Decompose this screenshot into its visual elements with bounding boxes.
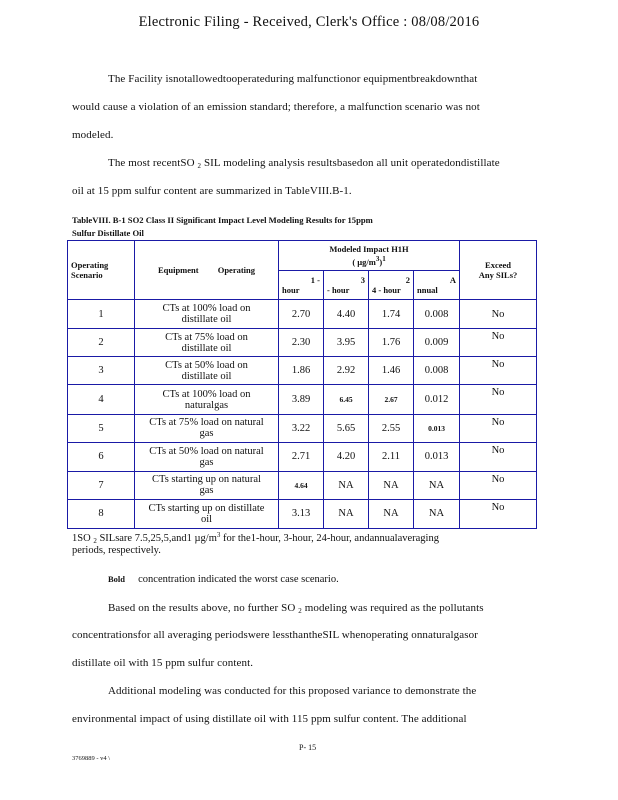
cell-3-hour: 6.45 xyxy=(324,385,369,414)
header-annual xyxy=(414,271,460,300)
paragraph-3-line-2: concentrationsfor all averaging periodswere lessthantheSIL whenoperating onnaturalgasor xyxy=(72,629,478,641)
paragraph-2-line-2: oil at 15 ppm sulfur content are summarized in TableVIII.B-1. xyxy=(72,185,352,197)
equipment-line-1: CTs at 100% load on xyxy=(162,303,251,315)
equipment-line-2: naturalgas xyxy=(184,399,229,411)
cell-equipment xyxy=(135,442,279,471)
table-row xyxy=(68,471,537,499)
equipment-line-2: distillate oil xyxy=(181,314,232,326)
cell-3-hour: 3.95 xyxy=(324,329,369,357)
header-equipment: Equipment xyxy=(157,265,199,276)
header-24-hour xyxy=(369,271,414,300)
text-run: for the1-hour, 3-hour, 24-hour, andannualaveraging xyxy=(223,533,439,544)
cell-equipment xyxy=(135,300,279,329)
table-caption-line-2: Sulfur Distillate Oil xyxy=(72,228,144,238)
equipment-line-1: CTs at 50% load on xyxy=(165,359,248,371)
unit-close: ) xyxy=(379,257,383,268)
cell-exceed: No xyxy=(460,414,537,442)
cell-24-hour: 1.76 xyxy=(369,329,414,357)
paragraph-1-line-1: The Facility isnotallowedtooperateduring malfunctionor equipmentbreakdownthat xyxy=(108,73,478,85)
cell-3-hour: 5.65 xyxy=(324,414,369,442)
text-run: SIL modeling analysis resultsbasedon all unit operatedondistillate xyxy=(203,157,500,169)
cell-exceed: No xyxy=(460,357,537,385)
header-annual-b: nnual xyxy=(417,285,438,296)
cell-annual: 0.012 xyxy=(414,385,460,414)
text-run: 1SO xyxy=(72,533,91,544)
header-3-hour-b: - hour xyxy=(327,285,350,296)
footnote-line-1 xyxy=(72,531,439,545)
cell-annual: 0.013 xyxy=(414,442,460,471)
cell-1-hour: 4.64 xyxy=(279,471,324,499)
equipment-line-2: oil xyxy=(200,513,213,525)
cell-equipment xyxy=(135,329,279,357)
cell-scenario: 8 xyxy=(68,499,135,528)
cell-3-hour: NA xyxy=(324,471,369,499)
cell-annual: 0.008 xyxy=(414,357,460,385)
cell-3-hour: 2.92 xyxy=(324,357,369,385)
header-modeled-impact xyxy=(279,241,460,271)
header-exceed-sils xyxy=(460,241,537,300)
table-caption-line-1: TableVIII. B-1 SO2 Class II Significant Impact Level Modeling Results for 15ppm xyxy=(72,215,373,225)
equipment-line-1: CTs at 100% load on xyxy=(162,388,251,400)
header-any-sils: Any SILs? xyxy=(478,270,518,281)
paragraph-3-line-1 xyxy=(108,602,484,615)
equipment-line-2: gas xyxy=(199,428,214,440)
cell-equipment xyxy=(135,385,279,414)
header-24-hour-b: 4 - hour xyxy=(372,285,401,296)
document-id: 3769889 - v4 \ xyxy=(72,755,111,762)
cell-exceed: No xyxy=(460,499,537,528)
unit-superscript: 3 xyxy=(375,255,380,264)
cell-1-hour: 3.89 xyxy=(279,385,324,414)
equipment-line-2: gas xyxy=(199,485,214,497)
cell-3-hour: 4.20 xyxy=(324,442,369,471)
cell-1-hour: 3.13 xyxy=(279,499,324,528)
table-row xyxy=(68,414,537,442)
cell-exceed: No xyxy=(460,442,537,471)
header-operating: Operating xyxy=(217,265,256,276)
cell-24-hour: NA xyxy=(369,471,414,499)
cell-1-hour: 1.86 xyxy=(279,357,324,385)
table-row xyxy=(68,300,537,329)
cell-1-hour: 2.71 xyxy=(279,442,324,471)
cell-24-hour: NA xyxy=(369,499,414,528)
page-number: P- 15 xyxy=(299,743,317,752)
equipment-line-1: CTs starting up on distillate xyxy=(148,502,265,514)
header-1-hour-a: 1 - xyxy=(310,275,320,286)
paragraph-4-line-1: Additional modeling was conducted for this proposed variance to demonstrate the xyxy=(108,685,477,697)
header-3-hour xyxy=(324,271,369,300)
subscript: 2 xyxy=(93,537,97,545)
cell-3-hour: NA xyxy=(324,499,369,528)
text-run: The most recentSO xyxy=(108,157,195,169)
paragraph-2-line-1 xyxy=(108,157,500,170)
equipment-line-2: distillate oil xyxy=(181,370,232,382)
table-row xyxy=(68,385,537,414)
cell-24-hour: 1.46 xyxy=(369,357,414,385)
header-1-hour-b: hour xyxy=(282,285,300,296)
header-modeled-title: Modeled Impact H1H xyxy=(329,244,409,255)
header-annual-a: A xyxy=(449,275,457,286)
cell-equipment xyxy=(135,499,279,528)
cell-annual: 0.008 xyxy=(414,300,460,329)
cell-equipment xyxy=(135,471,279,499)
text-run: SILsare 7.5,25,5,and1 µg/m xyxy=(99,533,217,544)
cell-1-hour: 2.30 xyxy=(279,329,324,357)
cell-annual: 0.013 xyxy=(414,414,460,442)
subscript: 2 xyxy=(197,162,202,170)
cell-exceed: No xyxy=(460,385,537,414)
cell-scenario: 5 xyxy=(68,414,135,442)
paragraph-1-line-3: modeled. xyxy=(72,129,114,141)
superscript: 3 xyxy=(216,531,221,539)
text-run: Based on the results above, no further SO xyxy=(108,602,296,614)
cell-24-hour: 1.74 xyxy=(369,300,414,329)
footnote-line-2: periods, respectively. xyxy=(72,545,161,556)
table-row xyxy=(68,357,537,385)
table-row xyxy=(68,329,537,357)
equipment-line-1: CTs at 75% load on xyxy=(165,331,248,343)
header-exceed: Exceed xyxy=(485,260,511,271)
header-modeled-unit xyxy=(279,254,459,267)
bold-note xyxy=(108,574,339,585)
bold-word: Bold xyxy=(108,574,126,584)
footnote-marker: 1 xyxy=(382,255,386,264)
text-run: concentration indicated the worst case scenario. xyxy=(138,574,339,585)
subscript: 2 xyxy=(298,607,302,615)
cell-scenario: 6 xyxy=(68,442,135,471)
header-equipment-operating xyxy=(135,241,279,300)
header-24-hour-a: 2 xyxy=(405,275,410,286)
cell-1-hour: 2.70 xyxy=(279,300,324,329)
cell-scenario: 4 xyxy=(68,385,135,414)
table-row xyxy=(68,442,537,471)
cell-scenario: 1 xyxy=(68,300,135,329)
cell-annual: 0.009 xyxy=(414,329,460,357)
header-1-hour xyxy=(279,271,324,300)
cell-24-hour: 2.67 xyxy=(369,385,414,414)
cell-scenario: 3 xyxy=(68,357,135,385)
paragraph-1-line-2: would cause a violation of an emission standard; therefore, a malfunction scenario was not xyxy=(72,101,480,113)
equipment-line-1: CTs at 75% load on natural xyxy=(149,417,264,429)
equipment-line-2: gas xyxy=(199,456,214,468)
filing-header: Electronic Filing - Received, Clerk's Office : 08/08/2016 xyxy=(138,14,480,30)
cell-1-hour: 3.22 xyxy=(279,414,324,442)
cell-equipment xyxy=(135,357,279,385)
table-row xyxy=(68,499,537,528)
equipment-line-1: CTs at 50% load on natural xyxy=(149,445,264,457)
cell-scenario: 7 xyxy=(68,471,135,499)
paragraph-3-line-3: distillate oil with 15 ppm sulfur content. xyxy=(72,657,254,669)
paragraph-4-line-2: environmental impact of using distillate oil with 115 ppm sulfur content. The additional xyxy=(72,713,467,725)
unit-text: ( µg/m xyxy=(352,257,376,268)
header-3-hour-a: 3 xyxy=(360,275,365,286)
cell-exceed: No xyxy=(460,300,537,329)
header-operating-scenario: Operating Scenario xyxy=(68,241,135,300)
cell-24-hour: 2.55 xyxy=(369,414,414,442)
equipment-line-1: CTs starting up on natural xyxy=(152,474,261,486)
cell-24-hour: 2.11 xyxy=(369,442,414,471)
equipment-line-2: distillate oil xyxy=(181,342,232,354)
cell-exceed: No xyxy=(460,329,537,357)
cell-3-hour: 4.40 xyxy=(324,300,369,329)
cell-equipment xyxy=(135,414,279,442)
cell-annual: NA xyxy=(414,471,460,499)
text-run: modeling was required as the pollutants xyxy=(304,602,484,614)
cell-scenario: 2 xyxy=(68,329,135,357)
sil-results-table xyxy=(67,240,537,529)
cell-annual: NA xyxy=(414,499,460,528)
cell-exceed: No xyxy=(460,471,537,499)
